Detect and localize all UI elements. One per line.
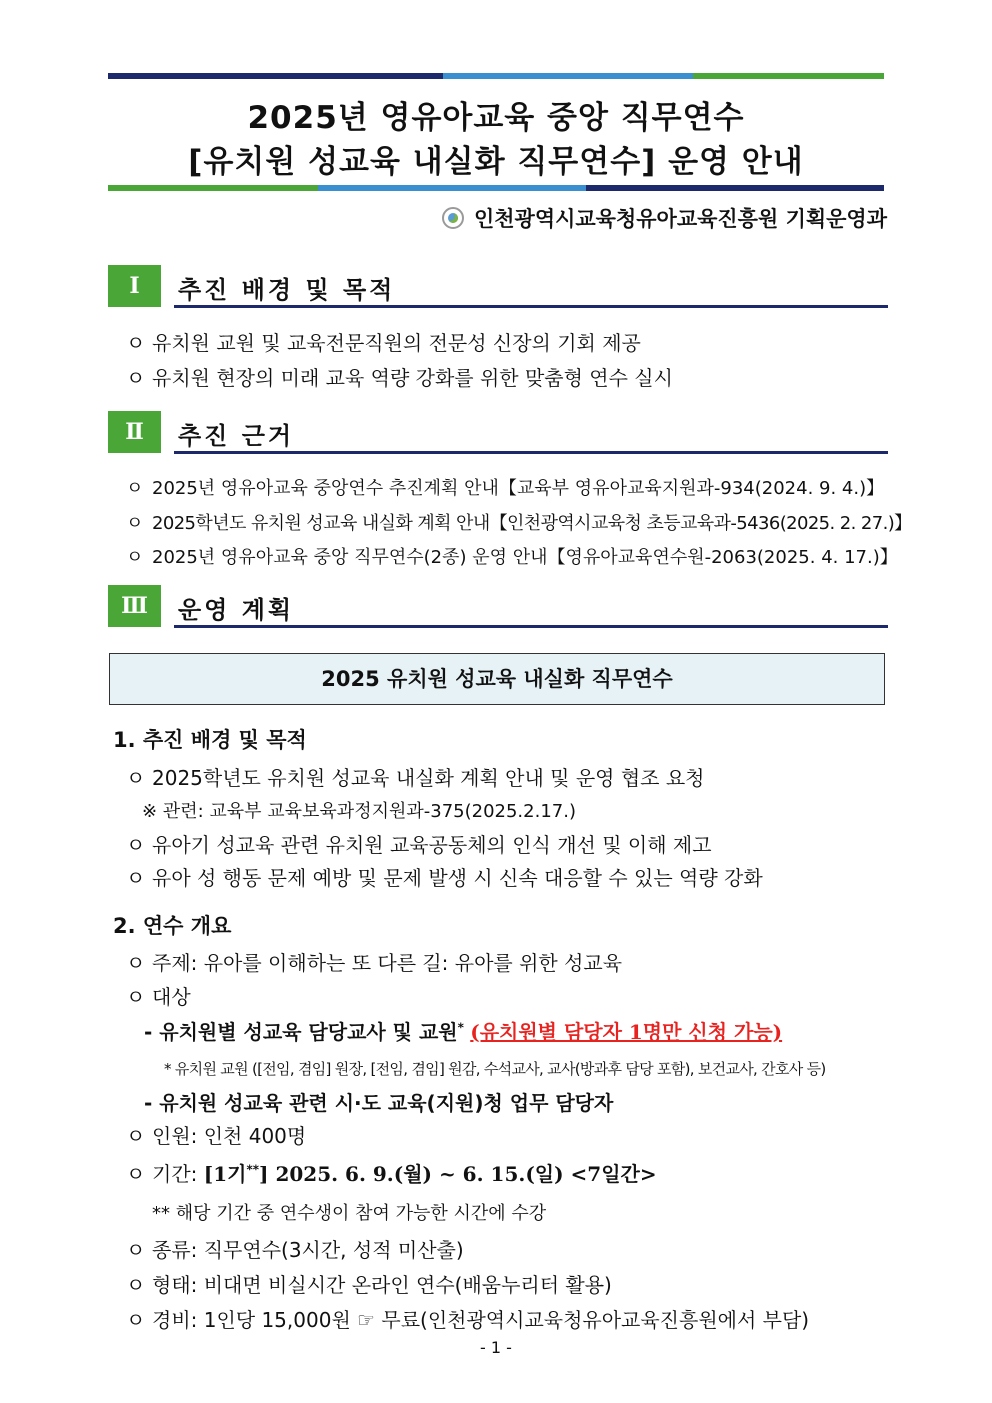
- section-1-underline: [174, 305, 888, 308]
- bottom-bar-navy: [586, 185, 884, 191]
- part-2-topic: ㅇ 주제: 유아를 이해하는 또 다른 길: 유아를 위한 성교육: [126, 951, 623, 975]
- part-2-form: ㅇ 형태: 비대면 비실시간 온라인 연수(배움누리터 활용): [126, 1273, 612, 1297]
- part-1-bullet-3: ㅇ 유아 성 행동 문제 예방 및 문제 발생 시 신속 대응할 수 있는 역량 강화: [126, 866, 763, 890]
- part-2-type: ㅇ 종류: 직무연수(3시간, 성적 미산출): [126, 1238, 464, 1262]
- section-2-number: Ⅱ: [108, 411, 161, 453]
- part-1-note: ※ 관련: 교육부 교육보육과정지원과-375(2025.2.17.): [142, 801, 576, 822]
- bottom-bar-blue: [318, 185, 586, 191]
- page-number: - 1 -: [480, 1338, 512, 1357]
- section-1-title: 추진 배경 및 목적: [178, 276, 396, 304]
- part-1-bullet-1: ㅇ 2025학년도 유치원 성교육 내실화 계획 안내 및 운영 협조 요청: [126, 766, 705, 790]
- part-1-bullet-2: ㅇ 유아기 성교육 관련 유치원 교육공동체의 인식 개선 및 이해 제고: [126, 833, 712, 857]
- section-2-bullet-2: ㅇ 2025학년도 유치원 성교육 내실화 계획 안내【인천광역시교육청 초등교육과-5436(2025. 2. 27.)】: [126, 513, 912, 534]
- department-name: 인천광역시교육청유아교육진흥원 기획운영과: [473, 207, 887, 231]
- section-3-number: Ⅲ: [108, 585, 161, 627]
- part-2-target-dash-2: - 유치원 성교육 관련 시·도 교육(지원)청 업무 담당자: [144, 1091, 614, 1115]
- emblem-icon: [442, 207, 464, 229]
- part-2-heading: 2. 연수 개요: [113, 914, 232, 938]
- section-1-bullet-2: ㅇ 유치원 현장의 미래 교육 역량 강화를 위한 맞춤형 연수 실시: [126, 366, 673, 390]
- section-2-underline: [174, 451, 888, 454]
- section-3-title: 운영 계획: [178, 596, 295, 624]
- part-2-period-note: ** 해당 기간 중 연수생이 참여 가능한 시간에 수강: [152, 1203, 547, 1224]
- department-line: [442, 203, 887, 233]
- section-1-bullet-1: ㅇ 유치원 교원 및 교육전문직원의 전문성 신장의 기회 제공: [126, 331, 641, 355]
- part-2-target-dash-1: - 유치원별 성교육 담당교사 및 교원* (유치원별 담당자 1명만 신청 가능): [144, 1020, 783, 1044]
- bottom-bar-green: [108, 185, 318, 191]
- top-bar-blue: [443, 73, 693, 79]
- section-2-bullet-1: ㅇ 2025년 영유아교육 중앙연수 추진계획 안내【교육부 영유아교육지원과-934(2024. 9. 4.)】: [126, 478, 885, 499]
- part-2-people: ㅇ 인원: 인천 400명: [126, 1124, 307, 1148]
- title-line-2: [유치원 성교육 내실화 직무연수] 운영 안내: [188, 144, 804, 180]
- top-bar-navy: [108, 73, 443, 79]
- part-2-target-label: ㅇ 대상: [126, 985, 191, 1009]
- part-2-cost: ㅇ 경비: 1인당 15,000원 ☞ 무료(인천광역시교육청유아교육진흥원에서 부담): [126, 1308, 810, 1332]
- section-3-underline: [174, 625, 888, 628]
- part-2-period: ㅇ 기간: [1기**] 2025. 6. 9.(월) ~ 6. 15.(일) <7일간>: [126, 1162, 657, 1186]
- plan-title-box: 2025 유치원 성교육 내실화 직무연수: [109, 653, 885, 705]
- section-2-title: 추진 근거: [178, 422, 295, 450]
- top-bar-green: [693, 73, 884, 79]
- title-line-1: 2025년 영유아교육 중앙 직무연수: [247, 100, 745, 136]
- part-2-target-note: * 유치원 교원 ([전임, 겸임] 원장, [전임, 겸임] 원감, 수석교사, 교사(방과후 담당 포함), 보건교사, 간호사 등): [164, 1060, 826, 1078]
- section-2-bullet-3: ㅇ 2025년 영유아교육 중앙 직무연수(2종) 운영 안내【영유아교육연수원-2063(2025. 4. 17.)】: [126, 547, 898, 568]
- target-restriction-note: (유치원별 담당자 1명만 신청 가능): [470, 1020, 783, 1044]
- section-1-number: Ⅰ: [108, 265, 161, 307]
- part-1-heading: 1. 추진 배경 및 목적: [113, 728, 307, 752]
